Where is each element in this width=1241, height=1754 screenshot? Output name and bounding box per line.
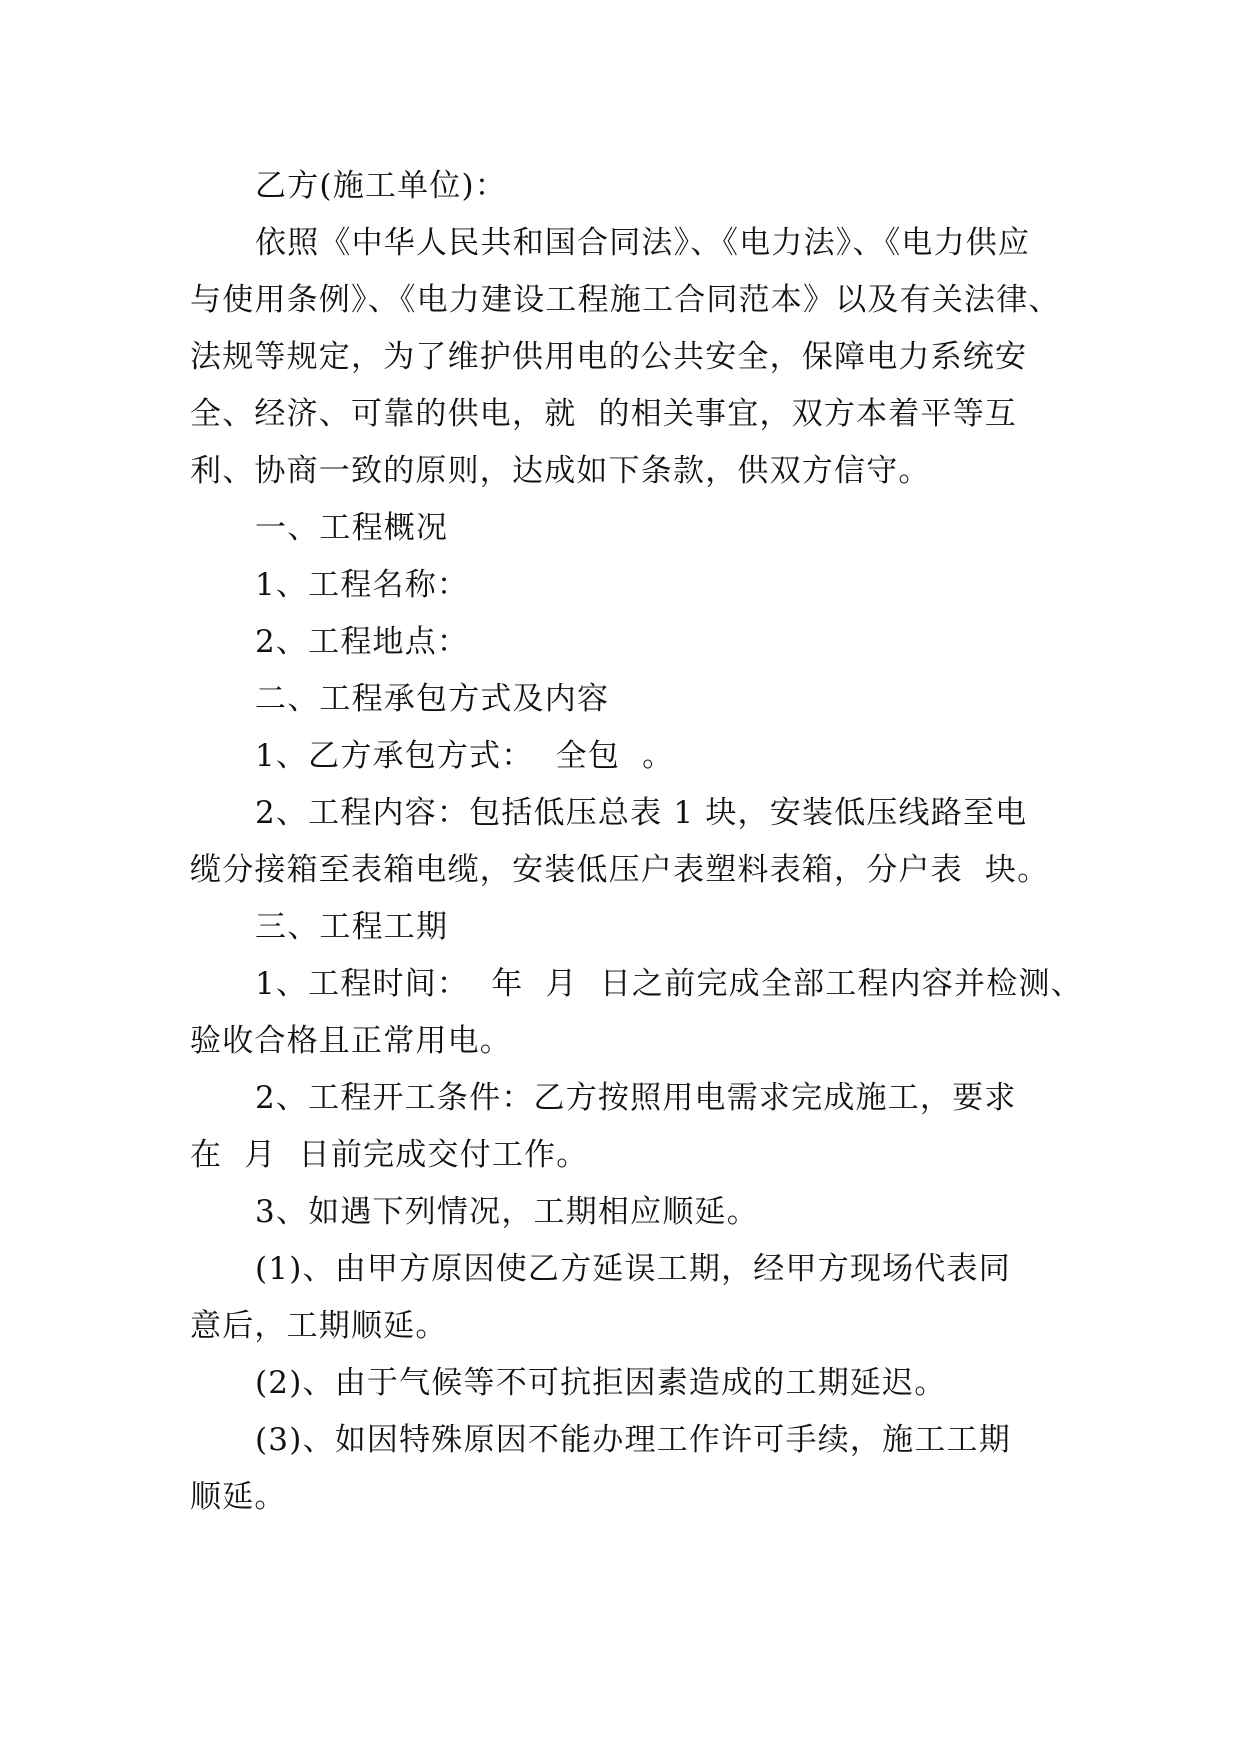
clause-2-1: 1、乙方承包方式： 全包 。 [255,738,675,774]
item-1-line-2: 意后，工期顺延。 [190,1308,448,1344]
clause-3-1-line-1: 1、工程时间： 年 月 日之前完成全部工程内容并检测、 [255,966,1083,1002]
party-b-label: 乙方(施工单位)： [255,168,507,204]
item-3-line-2: 顺延。 [190,1479,287,1515]
clause-3-2-line-1: 2、工程开工条件：乙方按照用电需求完成施工，要求 [255,1080,1017,1116]
preamble-line-4: 全、经济、可靠的供电，就 的相关事宜，双方本着平等互 [190,396,1018,432]
preamble-line-2: 与使用条例》、《电力建设工程施工合同范本》以及有关法律、 [190,282,1061,318]
clause-3-3: 3、如遇下列情况，工期相应顺延。 [255,1194,759,1230]
clause-1-1: 1、工程名称： [255,567,470,603]
clause-3-2-line-2: 在 月 日前完成交付工作。 [190,1137,589,1173]
item-2: (2)、由于气候等不可抗拒因素造成的工期延迟。 [255,1365,947,1401]
item-1-line-1: (1)、由甲方原因使乙方延误工期，经甲方现场代表同 [255,1251,1011,1287]
item-3-line-1: (3)、如因特殊原因不能办理工作许可手续，施工工期 [255,1422,1011,1458]
clause-2-2-line-2: 缆分接箱至表箱电缆，安装低压户表塑料表箱，分户表 块。 [190,852,1050,888]
clause-2-2-line-1: 2、工程内容：包括低压总表 1 块，安装低压线路至电 [255,795,1028,831]
clause-1-2: 2、工程地点： [255,624,470,660]
section-heading-1: 一、工程概况 [255,510,449,546]
preamble-line-1: 依照《中华人民共和国合同法》、《电力法》、《电力供应 [255,225,1031,261]
preamble-line-3: 法规等规定，为了维护供用电的公共安全，保障电力系统安 [190,339,1028,375]
preamble-line-5: 利、协商一致的原则，达成如下条款，供双方信守。 [190,453,931,489]
section-heading-2: 二、工程承包方式及内容 [255,681,610,717]
clause-3-1-line-2: 验收合格且正常用电。 [190,1023,512,1059]
section-heading-3: 三、工程工期 [255,909,449,945]
